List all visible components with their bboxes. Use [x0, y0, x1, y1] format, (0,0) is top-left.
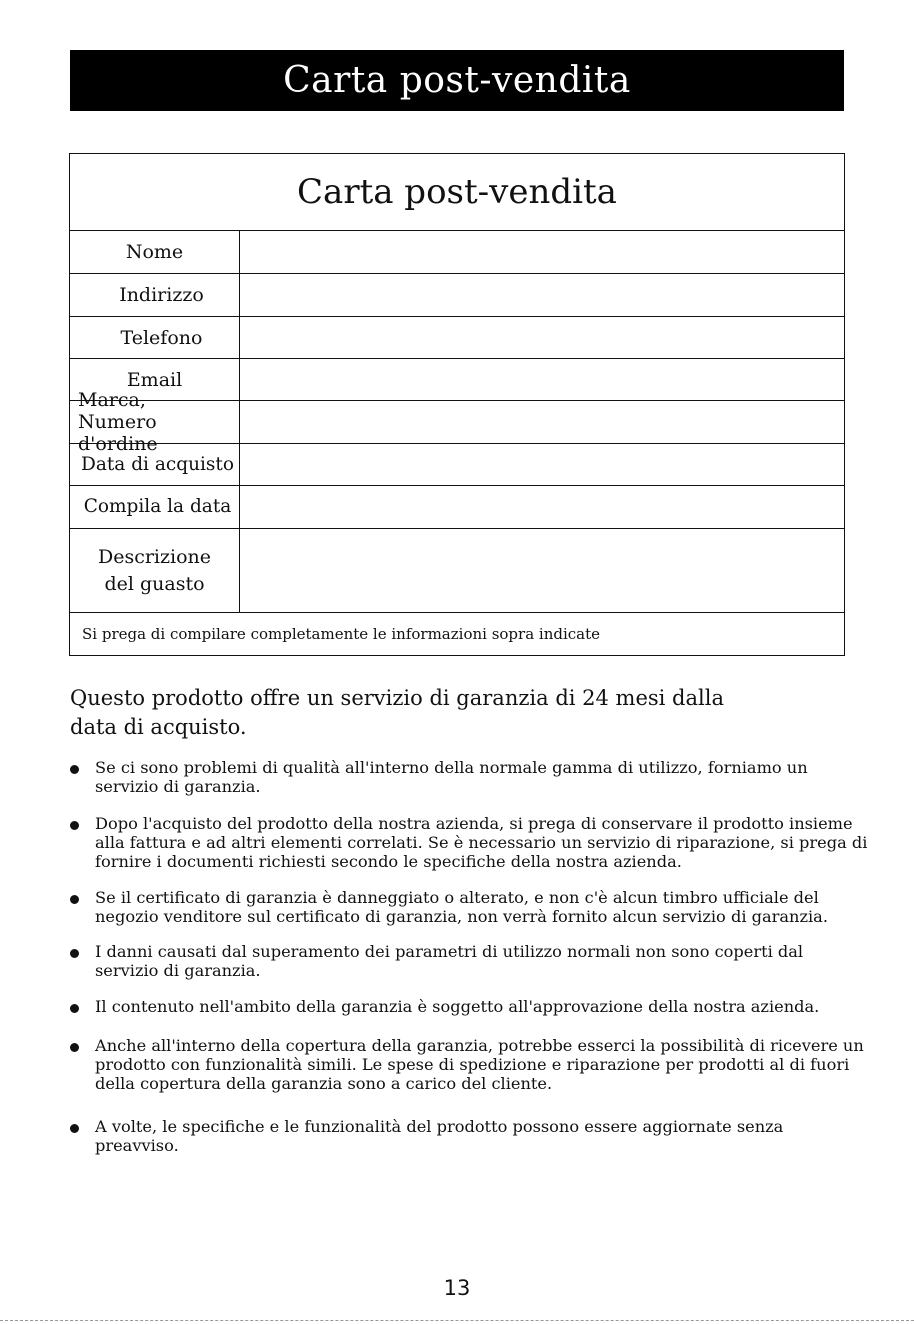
card-row-fault-description — [70, 529, 844, 613]
card-row-brand-order — [70, 389, 844, 455]
bullet-icon — [70, 895, 79, 904]
address-field[interactable] — [240, 274, 844, 316]
bullet-icon — [70, 1004, 79, 1013]
card-label-phone: Telefono — [70, 317, 240, 358]
email-field[interactable] — [240, 359, 844, 400]
card-row-name — [70, 231, 844, 274]
card-label-email: Email — [70, 359, 240, 400]
fault-description-field[interactable] — [240, 529, 844, 612]
list-item: I danni causati dal superamento dei parametri di utilizzo normali non sono coperti dal servizio di garanzia. — [70, 942, 870, 980]
card-row-address — [70, 274, 844, 317]
warranty-title: Questo prodotto offre un servizio di garanzia di 24 mesi dalla data di acquisto. — [70, 686, 724, 739]
warranty-list — [70, 758, 870, 1170]
brand-order-field[interactable] — [240, 401, 844, 443]
page-number: 13 — [443, 1276, 471, 1300]
card-label-address: Indirizzo — [70, 274, 240, 316]
card-label-fault-description: Descrizione del guasto — [70, 529, 240, 612]
card-label-name: Nome — [70, 231, 240, 273]
bullet-icon — [70, 765, 79, 774]
purchase-date-field[interactable] — [240, 444, 844, 485]
page-header — [70, 50, 844, 111]
card-row-phone — [70, 317, 844, 359]
page-header-title: Carta post-vendita — [283, 60, 631, 101]
bullet-icon — [70, 1124, 79, 1133]
list-item: Anche all'interno della copertura della garanzia, potrebbe esserci la possibilità di ricevere un prodotto con funzionalità simili. Le spese di spedizione e riparazione per prodotti al di fuori della copertura della garanzia sono a carico del cliente. — [70, 1036, 870, 1093]
card-row-purchase-date — [70, 444, 844, 486]
bullet-icon — [70, 821, 79, 830]
list-item: A volte, le specifiche e le funzionalità del prodotto possono essere aggiornate senza preavviso. — [70, 1117, 870, 1155]
list-item: Dopo l'acquisto del prodotto della nostra azienda, si prega di conservare il prodotto insieme alla fattura e ad altri elementi correlati. Se è necessario un servizio di riparazione, si prega di fornire i documenti richiesti secondo le specifiche della nostra azienda. — [70, 814, 870, 871]
card-note: Si prega di compilare completamente le informazioni sopra indicate — [82, 625, 601, 643]
list-item: Se ci sono problemi di qualità all'interno della normale gamma di utilizzo, forniamo un servizio di garanzia. — [70, 758, 870, 796]
bullet-icon — [70, 949, 79, 958]
fill-date-field[interactable] — [240, 486, 844, 528]
bullet-icon — [70, 1043, 79, 1052]
card-label-fill-date: Compila la data — [70, 486, 240, 528]
name-field[interactable] — [240, 231, 844, 273]
phone-field[interactable] — [240, 317, 844, 358]
list-item: Il contenuto nell'ambito della garanzia è soggetto all'approvazione della nostra azienda. — [70, 997, 870, 1016]
card-title: Carta post-vendita — [70, 154, 844, 231]
list-item: Se il certificato di garanzia è danneggiato o alterato, e non c'è alcun timbro ufficiale del negozio venditore sul certificato di garanzia, non verrà fornito alcun servizio di garanzia. — [70, 888, 870, 926]
bottom-divider — [0, 1320, 914, 1321]
card-label-brand-order: Marca, Numero d'ordine — [70, 401, 240, 443]
card-label-purchase-date: Data di acquisto — [70, 444, 240, 485]
after-sales-card — [69, 153, 845, 656]
card-row-fill-date — [70, 486, 844, 529]
